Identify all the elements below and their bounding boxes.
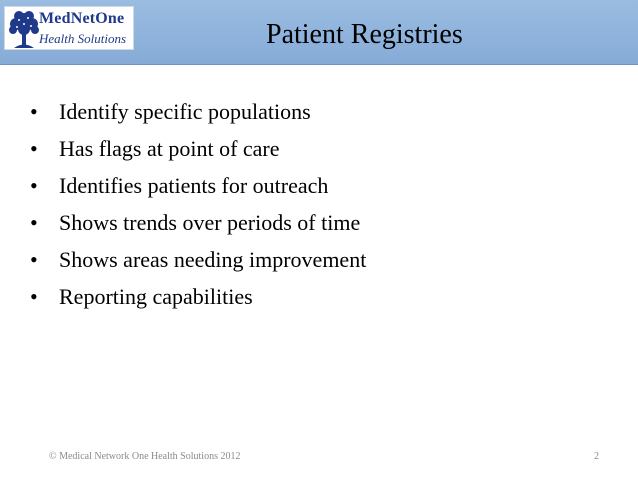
logo-name: MedNetOne bbox=[39, 10, 125, 27]
slide-title: Patient Registries bbox=[266, 19, 463, 50]
bullet-icon: • bbox=[30, 210, 38, 235]
company-logo bbox=[4, 6, 134, 50]
tree-icon bbox=[7, 8, 41, 50]
bullet-icon: • bbox=[30, 173, 38, 198]
bullet-item bbox=[30, 93, 366, 130]
slide-header bbox=[0, 0, 638, 65]
bullet-text: Shows areas needing improvement bbox=[59, 247, 367, 272]
bullet-text: Has flags at point of care bbox=[59, 136, 280, 161]
bullet-icon: • bbox=[30, 99, 38, 124]
bullet-icon: • bbox=[30, 284, 38, 309]
slide-number: 2 bbox=[594, 451, 599, 462]
bullet-item bbox=[30, 241, 366, 278]
bullet-text: Shows trends over periods of time bbox=[59, 210, 361, 235]
bullet-icon: • bbox=[30, 136, 38, 161]
footer-copyright: © Medical Network One Health Solutions 2012 bbox=[49, 451, 241, 462]
bullet-text: Identifies patients for outreach bbox=[59, 173, 329, 198]
bullet-item bbox=[30, 278, 366, 315]
bullet-text: Reporting capabilities bbox=[59, 284, 253, 309]
bullet-item bbox=[30, 204, 366, 241]
bullet-item bbox=[30, 130, 366, 167]
bullet-icon: • bbox=[30, 247, 38, 272]
bullet-list bbox=[30, 93, 366, 315]
logo-tagline: Health Solutions bbox=[39, 31, 127, 46]
bullet-text: Identify specific populations bbox=[59, 99, 311, 124]
bullet-item bbox=[30, 167, 366, 204]
